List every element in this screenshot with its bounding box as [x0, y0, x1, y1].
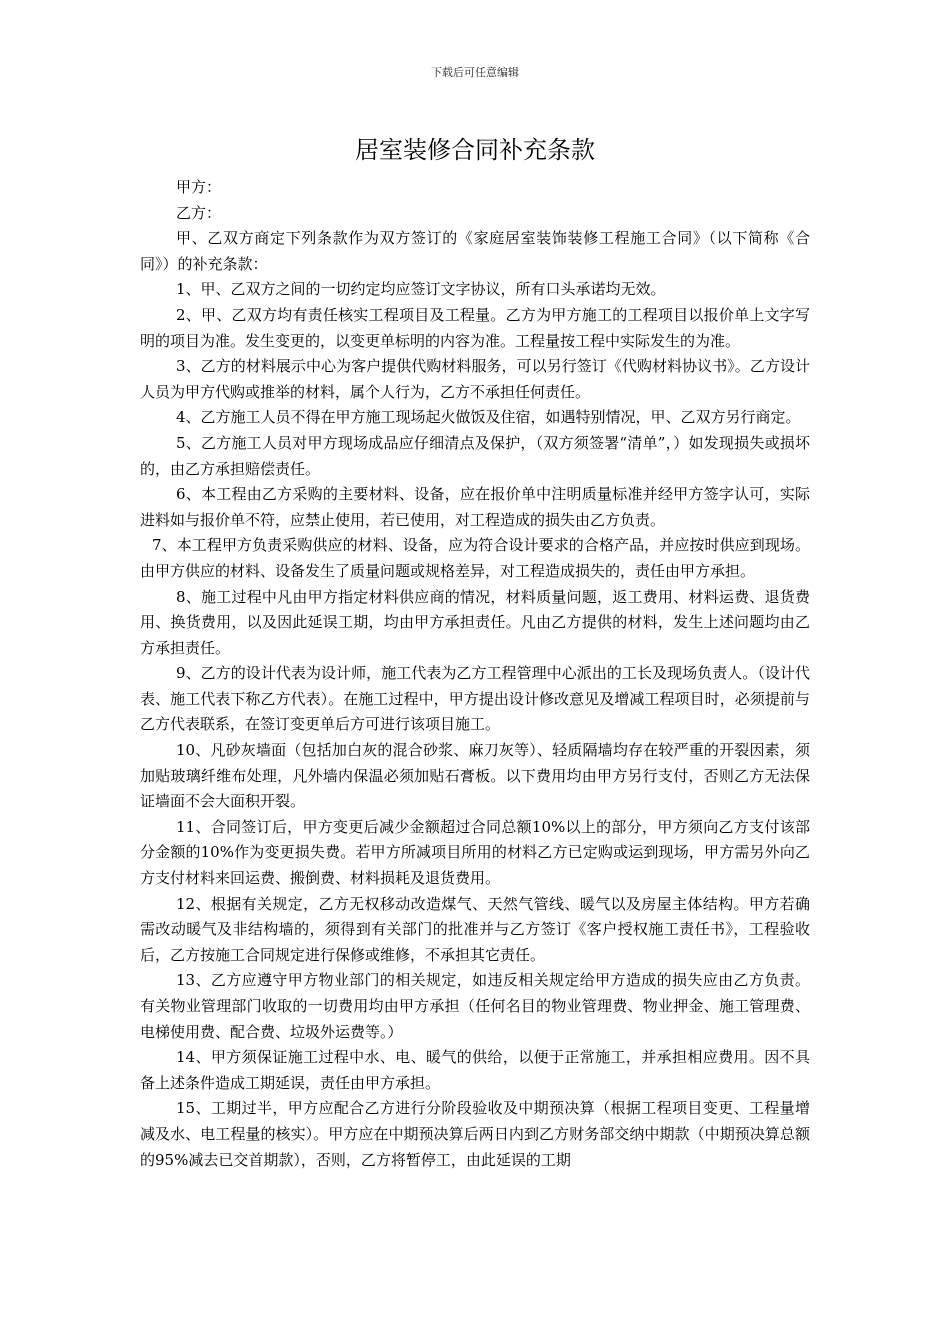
- clause-2: 2、甲、乙双方均有责任核实工程项目及工程量。乙方为甲方施工的工程项目以报价单上文字写明的项目为准。发生变更的，以变更单标明的内容为准。工程量按工程中实际发生的为准。: [140, 305, 810, 350]
- intro-paragraph: 甲、乙双方商定下列条款作为双方签订的《家庭居室装饰装修工程施工合同》（以下简称《合同》）的补充条款：: [140, 229, 810, 273]
- clause-4: 4、乙方施工人员不得在甲方施工现场起火做饭及住宿，如遇特别情况，甲、乙双方另行商定。: [176, 408, 801, 427]
- clause-8: 8、施工过程中凡由甲方指定材料供应商的情况，材料质量问题，返工费用、材料运费、退货费用、换货费用，以及因此延误工期，均由甲方承担责任。凡由乙方提供的材料，发生上述问题均由乙方承担责任。: [140, 587, 810, 657]
- clause-7: 7、本工程甲方负责采购供应的材料、设备，应为符合设计要求的合格产品，并应按时供应到现场。由甲方供应的材料、设备发生了质量问题或规格差异，对工程造成损失的，责任由甲方承担。: [140, 536, 810, 580]
- clause-3: 3、乙方的材料展示中心为客户提供代购材料服务，可以另行签订《代购材料协议书》。乙方设计人员为甲方代购或推举的材料，属个人行为，乙方不承担任何责任。: [140, 357, 810, 401]
- document-body: [140, 175, 810, 1173]
- page-header-note: 下载后可任意编辑: [431, 66, 519, 79]
- clause-9: 9、乙方的设计代表为设计师，施工代表为乙方工程管理中心派出的工长及现场负责人。（设计代表、施工代表下称乙方代表）。在施工过程中，甲方提出设计修改意见及增减工程项目时，必须提前与乙方代表联系，在签订变更单后方可进行该项目施工。: [140, 664, 810, 734]
- party-b-line: 乙方：: [176, 203, 222, 222]
- clause-14: 14、甲方须保证施工过程中水、电、暖气的供给，以便于正常施工，并承担相应费用。因不具备上述条件造成工期延误，责任由甲方承担。: [140, 1048, 810, 1092]
- clause-11: 11、合同签订后，甲方变更后减少金额超过合同总额10%以上的部分，甲方须向乙方支付该部分金额的10%作为变更损失费。若甲方所减项目所用的材料乙方已定购或运到现场，甲方需另外向乙方支付材料来回运费、搬倒费、材料损耗及退货费用。: [140, 817, 810, 888]
- clause-13: 13、乙方应遵守甲方物业部门的相关规定，如违反相关规定给甲方造成的损失应由乙方负责。有关物业管理部门收取的一切费用均由甲方承担（任何名目的物业管理费、物业押金、施工管理费、电梯使用费、配合费、垃圾外运费等。）: [140, 971, 810, 1041]
- clause-1: 1、甲、乙双方之间的一切约定均应签订文字协议，所有口头承诺均无效。: [176, 280, 666, 299]
- party-a-line: 甲方：: [176, 178, 222, 196]
- clause-6: 6、本工程由乙方采购的主要材料、设备，应在报价单中注明质量标准并经甲方签字认可，实际进料如与报价单不符，应禁止使用，若已使用，对工程造成的损失由乙方负责。: [140, 485, 810, 529]
- clause-12: 12、根据有关规定，乙方无权移动改造煤气、天然气管线、暖气以及房屋主体结构。甲方若确需改动暖气及非结构墙的，须得到有关部门的批准并与乙方签订《客户授权施工责任书》，工程验收后，乙方按施工合同规定进行保修或维修，不承担其它责任。: [140, 894, 810, 964]
- clause-5: 5、乙方施工人员对甲方现场成品应仔细清点及保护，（双方须签署“清单”，）如发现损失或损坏的，由乙方承担赔偿责任。: [140, 433, 810, 478]
- document-title: 居室装修合同补充条款: [355, 136, 595, 164]
- clause-10: 10、凡砂灰墙面（包括加白灰的混合砂浆、麻刀灰等）、轻质隔墙均存在较严重的开裂因素，须加贴玻璃纤维布处理，凡外墙内保温必须加贴石膏板。以下费用均由甲方另行支付，否则乙方无法保证墙面不会大面积开裂。: [140, 741, 810, 811]
- clause-15: 15、工期过半，甲方应配合乙方进行分阶段验收及中期预决算（根据工程项目变更、工程量增减及水、电工程量的核实）。甲方应在中期预决算后两日内到乙方财务部交纳中期款（中期预决算总额的95%减去已交首期款），否则，乙方将暂停工，由此延误的工期: [140, 1099, 810, 1169]
